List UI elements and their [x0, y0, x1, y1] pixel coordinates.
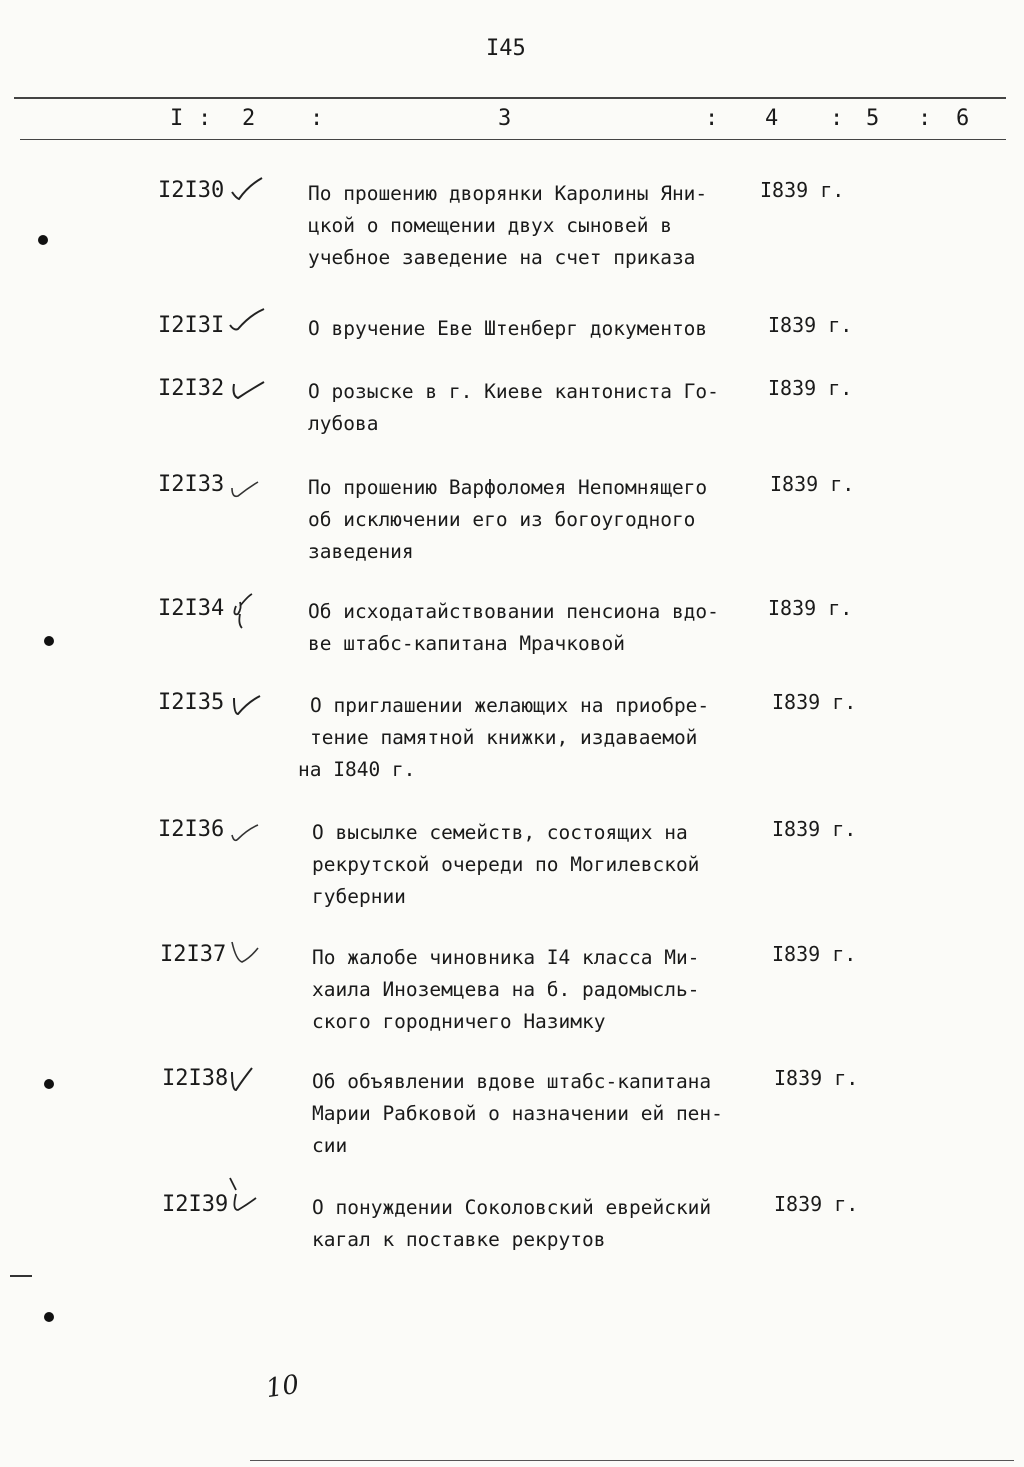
entry-number: I2I35: [158, 690, 225, 715]
entry-date: I839 г.: [772, 942, 857, 966]
check-mark-icon: [226, 370, 266, 404]
entry-number: I2I38: [162, 1066, 229, 1091]
entry-description: [312, 942, 762, 1038]
entry-description: [312, 1066, 762, 1162]
description-line: Марии Рабковой о назначении ей пен-: [312, 1102, 723, 1125]
description-line: заведения: [308, 540, 414, 563]
description-line: тение памятной книжки, издаваемой: [310, 726, 698, 749]
punch-hole: [38, 235, 48, 245]
description-line: губернии: [312, 885, 406, 908]
entry-number: I2I3I: [158, 313, 225, 338]
margin-mark: [10, 1275, 32, 1277]
column-5-label: 5: [866, 106, 880, 131]
description-line: хаила Иноземцева на б. радомысль-: [312, 978, 700, 1001]
description-line: Об объявлении вдове штабс-капитана: [312, 1070, 712, 1093]
column-4-label: 4: [765, 106, 779, 131]
description-line: По прошению Варфоломея Непомнящего: [308, 476, 708, 499]
entry-date: I839 г.: [770, 472, 855, 496]
page-number: I45: [486, 36, 526, 61]
entry-number: I2I32: [158, 376, 225, 401]
description-line: сии: [312, 1134, 348, 1157]
entry-description: [308, 596, 758, 660]
description-line: рекрутской очереди по Могилевской: [312, 853, 700, 876]
punch-hole: [44, 1312, 54, 1322]
entry-date: I839 г.: [772, 690, 857, 714]
entry-date: I839 г.: [772, 817, 857, 841]
entry-number: I2I34: [158, 596, 225, 621]
entry-date: I839 г.: [768, 596, 853, 620]
entry-date: I839 г.: [774, 1192, 859, 1216]
handwritten-mark: 10: [264, 1369, 302, 1405]
entry-description: [308, 472, 758, 568]
check-mark-icon: [226, 936, 266, 970]
description-line: О высылке семейств, состоящих на: [312, 821, 688, 844]
description-line: об исключении его из богоугодного: [308, 508, 696, 531]
entry-number: I2I37: [160, 942, 227, 967]
entry-date: I839 г.: [774, 1066, 859, 1090]
entry-date: I839 г.: [768, 376, 853, 400]
page-bottom-edge: [250, 1460, 1014, 1461]
column-1-label: I: [170, 106, 184, 131]
entry-number: I2I30: [158, 178, 225, 203]
column-6-label: 6: [956, 106, 970, 131]
check-mark-icon: [226, 1176, 266, 1216]
description-line: О вручение Еве Штенберг документов: [308, 317, 708, 340]
description-line: О розыске в г. Киеве кантониста Го-: [308, 380, 719, 403]
description-line: ского городничего Назимку: [312, 1010, 606, 1033]
check-mark-icon: [226, 172, 266, 206]
entry-description: [308, 376, 758, 440]
check-mark-icon: [226, 1060, 266, 1094]
column-separator: :: [830, 106, 844, 131]
header-bottom-rule: [20, 139, 1006, 140]
description-line: лубова: [308, 412, 379, 435]
header-top-rule: [14, 97, 1006, 99]
description-line: Об исходатайствовании пенсиона вдо-: [308, 600, 719, 623]
entry-date: I839 г.: [760, 178, 845, 202]
column-separator: :: [198, 106, 212, 131]
entry-number: I2I36: [158, 817, 225, 842]
check-mark-icon: [226, 684, 266, 718]
entry-number: I2I39: [162, 1192, 229, 1217]
column-separator: :: [918, 106, 932, 131]
entry-date: I839 г.: [768, 313, 853, 337]
description-line: цкой о помещении двух сыновей в: [308, 214, 672, 237]
description-line: О приглашении желающих на приобре-: [310, 694, 710, 717]
entry-description: [312, 817, 762, 913]
entry-description: [312, 1192, 762, 1256]
column-separator: :: [310, 106, 324, 131]
check-mark-icon: [226, 466, 266, 500]
column-3-label: 3: [498, 106, 512, 131]
entry-description: [308, 178, 758, 274]
description-line: на I840 г.: [298, 758, 416, 781]
description-line: О понуждении Соколовский еврейский: [312, 1196, 712, 1219]
punch-hole: [44, 1079, 54, 1089]
check-mark-icon: [226, 811, 266, 845]
description-line: учебное заведение на счет приказа: [308, 246, 696, 269]
column-2-label: 2: [242, 106, 256, 131]
description-line: кагал к поставке рекрутов: [312, 1228, 606, 1251]
description-line: По прошению дворянки Каролины Яни-: [308, 182, 708, 205]
entry-description: [298, 690, 760, 786]
entry-description: [308, 313, 758, 345]
entry-number: I2I33: [158, 472, 225, 497]
description-line: ве штабс-капитана Мрачковой: [308, 632, 625, 655]
column-separator: :: [705, 106, 719, 131]
punch-hole: [44, 636, 54, 646]
description-line: По жалобе чиновника I4 класса Ми-: [312, 946, 700, 969]
check-mark-icon: [226, 307, 266, 341]
check-mark-icon: [226, 590, 266, 630]
